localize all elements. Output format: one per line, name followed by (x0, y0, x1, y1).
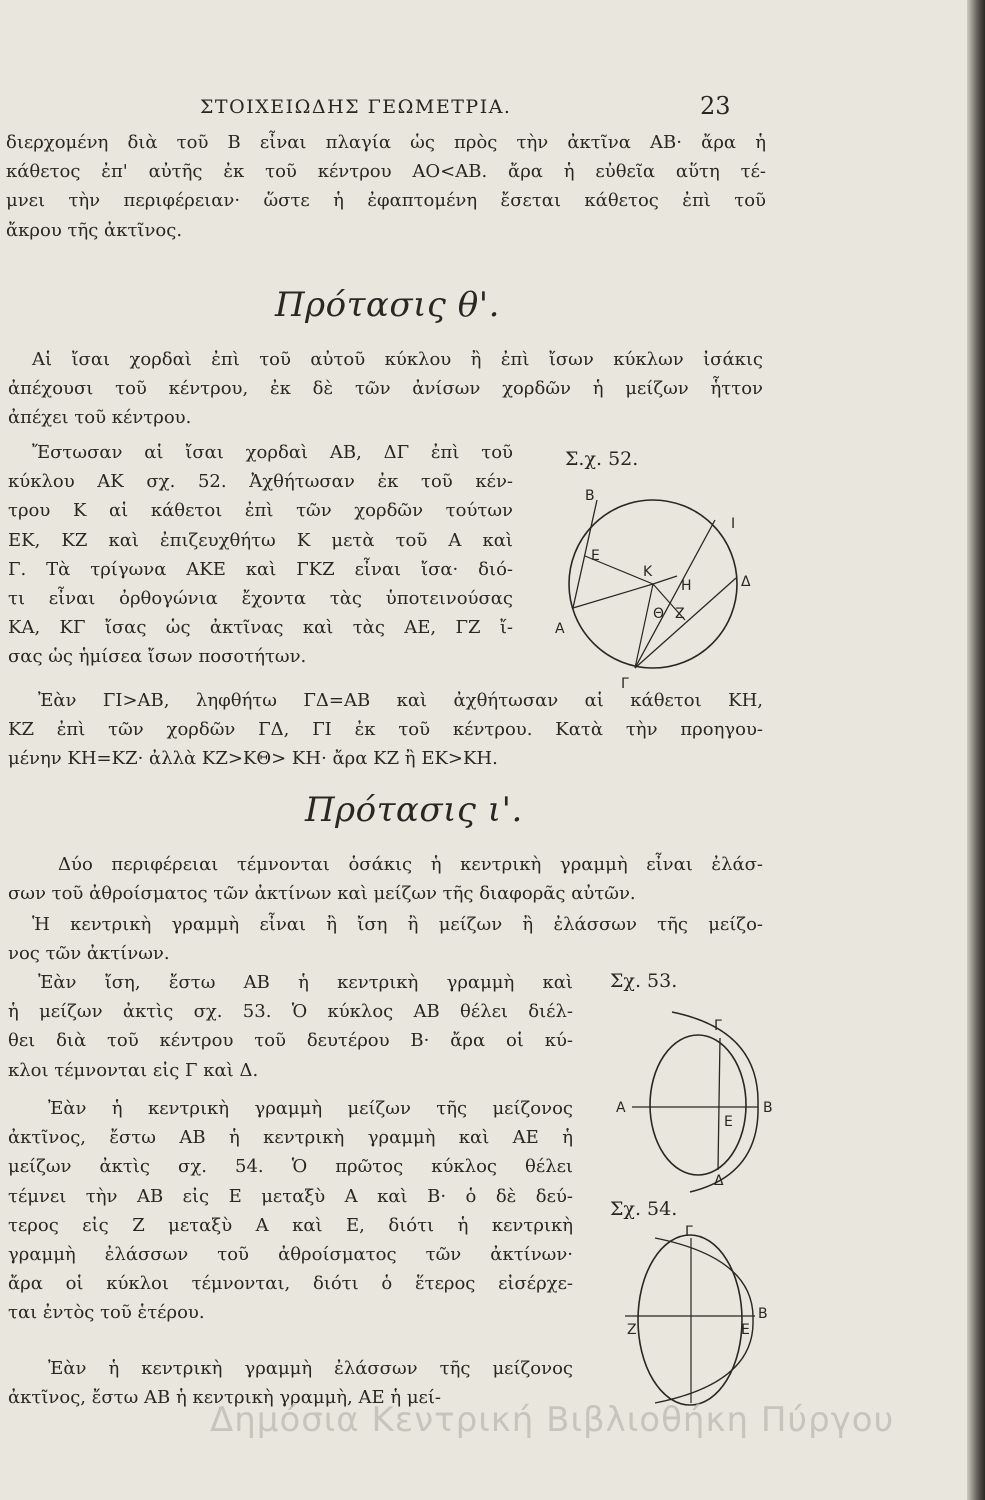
text-line: Γ. Τὰ τρίγωνα ΑΚΕ καὶ ΓΚΖ εἶναι ἴσα· διό- (8, 558, 513, 580)
text-line: τρου Κ αἱ κάθετοι ἐπὶ τῶν χορδῶν τούτων (8, 500, 513, 522)
text-line: ἄρα οἱ κύκλοι τέμνονται, διότι ὁ ἕτερος εἰσέρχε- (8, 1273, 573, 1295)
text-line: Ἡ κεντρικὴ γραμμὴ εἶναι ἢ ἴση ἢ μείζων ἢ ἐλάσσων τῆς μείζο- (32, 914, 763, 935)
text-line: ΚΑ, ΚΓ ἴσας ὡς ἀκτῖνας καὶ τὰς ΑΕ, ΓΖ ἴ- (8, 617, 513, 639)
text-line: Δύο περιφέρειαι τέμνονται ὁσάκις ἡ κεντρικὴ γραμμὴ εἶναι ἐλάσ- (58, 854, 763, 875)
paragraph-case-greater (8, 1094, 573, 1328)
label-B: Β (758, 1306, 768, 1322)
text-line: τερος εἰς Ζ μεταξὺ Α καὶ Ε, διότι ἡ κεντρικὴ (8, 1214, 573, 1236)
label-K: Κ (643, 564, 653, 580)
text-line: ται ἐντὸς τοῦ ἑτέρου. (8, 1302, 205, 1324)
text-line: σων τοῦ ἀθροίσματος τῶν ἀκτίνων καὶ μείζων τῆς διαφορᾶς αὐτῶν. (8, 883, 636, 905)
label-Theta: Θ (653, 606, 665, 622)
heading-proposition-theta: Πρότασις θ'. (275, 285, 500, 325)
text-line: Ἐὰν ἡ κεντρικὴ γραμμὴ μείζων τῆς μείζονος (48, 1098, 573, 1119)
figure-52 (535, 448, 785, 692)
text-line: ἀπέχουσι τοῦ κέντρου, ἐκ δὲ τῶν ἀνίσων χορδῶν ἡ μείζων ἧττον (8, 378, 763, 400)
paragraph-continuation (6, 128, 766, 245)
label-Gamma: Γ (714, 1018, 722, 1034)
figure-53-drawing (610, 970, 785, 1189)
figure-53 (610, 970, 785, 1189)
label-Gamma: Γ (685, 1224, 693, 1240)
heading-proposition-iota: Πρότασις ι'. (305, 790, 523, 830)
library-watermark: Δημόσια Κεντρική Βιβλιοθήκη Πύργου (210, 1400, 895, 1440)
text-line: κλοι τέμνονται εἰς Γ καὶ Δ. (8, 1059, 259, 1081)
label-Delta: Δ (741, 574, 751, 590)
label-Z: Ζ (675, 606, 685, 622)
label-B: Β (585, 488, 595, 504)
text-line: γραμμὴ ἐλάσσων τοῦ ἀθροίσματος τῶν ἀκτίνων· (8, 1244, 573, 1266)
figure-caption: Σχ. 53. (610, 970, 678, 992)
label-H: Η (681, 578, 692, 594)
text-line: διερχομένη διὰ τοῦ Β εἶναι πλαγία ὡς πρὸς τὴν ἀκτῖνα ΑΒ· ἄρα ἡ (6, 132, 766, 153)
text-line: τέμνει τὴν ΑΒ εἰς Ε μεταξὺ Α καὶ Β· ὁ δὲ δεύ- (8, 1185, 573, 1207)
paragraph-unequal-chords (8, 686, 763, 774)
paragraph-proposition-iota (8, 850, 763, 908)
figure-54-drawing (605, 1198, 785, 1398)
label-E: Ε (591, 548, 600, 564)
label-B: Β (763, 1100, 773, 1116)
figure-52-drawing (535, 448, 785, 692)
label-I: Ι (731, 516, 736, 532)
paragraph-central-line (8, 910, 763, 968)
text-line: Αἱ ἴσαι χορδαὶ ἐπὶ τοῦ αὐτοῦ κύκλου ἢ ἐπὶ ἴσων κύκλων ἰσάκις (32, 349, 763, 370)
text-line: μνει τὴν περιφέρειαν· ὥστε ἡ ἐφαπτομένη ἔσεται κάθετος ἐπὶ τοῦ (6, 190, 766, 212)
text-line: σας ὡς ἡμίσεα ἴσων ποσοτήτων. (8, 646, 307, 668)
text-line: ἀκτῖνος, ἔστω ΑΒ ἡ κεντρικὴ γραμμὴ καὶ ΑΕ ἡ (8, 1127, 573, 1149)
label-E: Ε (724, 1114, 733, 1130)
figure-caption: Σ.χ. 52. (565, 448, 639, 470)
text-line: ἄκρου τῆς ἀκτῖνος. (6, 219, 183, 241)
text-line: τι εἶναι ὀρθογώνια ἔχοντα τὰς ὑποτεινούσας (8, 588, 513, 610)
text-line: ΕΚ, ΚΖ καὶ ἐπιζευχθήτω Κ μετὰ τοῦ Α καὶ (8, 529, 513, 551)
page-number: 23 (700, 92, 731, 120)
text-line: κάθετος ἐπ' αὐτῆς ἐκ τοῦ κέντρου ΑΟ<ΑΒ. ἄρα ἡ εὐθεῖα αὕτη τέ- (6, 161, 766, 183)
label-Z: Ζ (627, 1322, 637, 1338)
text-line: κύκλου ΑΚ σχ. 52. Ἀχθήτωσαν ἐκ τοῦ κέν- (8, 471, 513, 493)
text-line: μείζων ἀκτὶς σχ. 54. Ὁ πρῶτος κύκλος θέλει (8, 1156, 573, 1178)
label-Gamma: Γ (621, 676, 629, 692)
text-line: Ἔστωσαν αἱ ἴσαι χορδαὶ ΑΒ, ΔΓ ἐπὶ τοῦ (32, 442, 513, 463)
text-line: Ἐὰν ἴση, ἔστω ΑΒ ἡ κεντρικὴ γραμμὴ καὶ (38, 972, 573, 993)
text-line: ἡ μείζων ἀκτὶς σχ. 53. Ὁ κύκλος ΑΒ θέλει διέλ- (8, 1001, 573, 1023)
text-line: Ἐὰν ἡ κεντρικὴ γραμμὴ ἐλάσσων τῆς μείζονος (48, 1358, 573, 1379)
text-line: ΚΖ ἐπὶ τῶν χορδῶν ΓΔ, ΓΙ ἐκ τοῦ κέντρου. Κατὰ τὴν προηγου- (8, 719, 763, 741)
text-line: θει διὰ τοῦ κέντρου τοῦ δευτέρου Β· ἄρα οἱ κύ- (8, 1030, 573, 1052)
text-line: Ἐὰν ΓΙ>ΑΒ, ληφθήτω ΓΔ=ΑΒ καὶ ἀχθήτωσαν αἱ κάθετοι ΚΗ, (38, 690, 763, 711)
text-line: ἀπέχει τοῦ κέντρου. (8, 407, 192, 429)
label-A: Α (616, 1100, 626, 1116)
text-line: ἀκτῖνος, ἔστω ΑΒ ἡ κεντρικὴ γραμμὴ, ΑΕ ἡ μεί- (8, 1387, 442, 1409)
page-header (0, 92, 985, 126)
figure-54 (605, 1198, 785, 1398)
text-line: μένην ΚΗ=ΚΖ· ἀλλὰ ΚΖ>ΚΘ> ΚΗ· ἄρα ΚΖ ἢ ΕΚ>ΚΗ. (8, 748, 498, 770)
label-Delta: Δ (714, 1173, 724, 1189)
paragraph-case-equal (8, 968, 573, 1085)
page-edge-shadow (967, 0, 985, 1500)
paragraph-proposition-theta (8, 345, 763, 433)
label-E: Ε (741, 1322, 750, 1338)
text-line: νος τῶν ἀκτίνων. (8, 943, 170, 965)
label-A: Α (555, 621, 565, 637)
paragraph-proof-52 (8, 438, 513, 672)
running-head: ΣΤΟΙΧΕΙΩΔΗΣ ΓΕΩΜΕΤΡΙΑ. (200, 96, 512, 118)
figure-caption: Σχ. 54. (610, 1198, 678, 1220)
